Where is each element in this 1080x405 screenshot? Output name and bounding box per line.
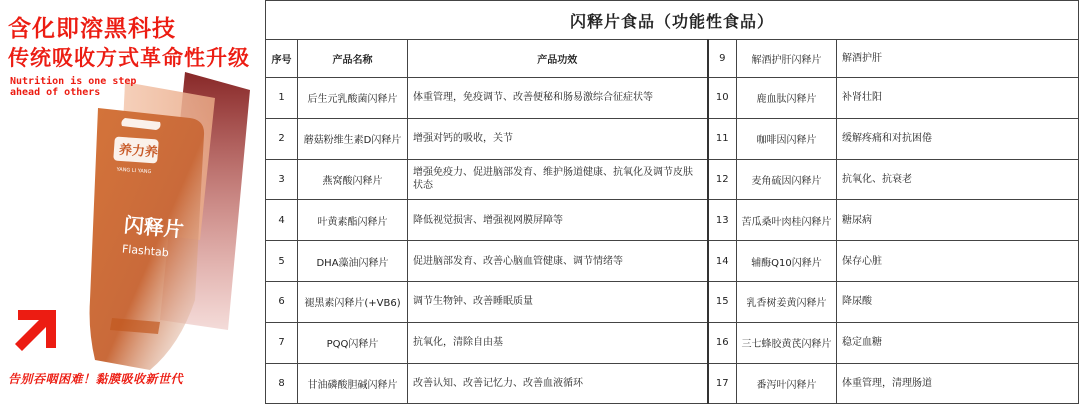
headline-primary: 含化即溶黑科技	[8, 16, 176, 42]
product-table-container	[265, 0, 1078, 405]
row-product-effect: 缓解疼痛和对抗困倦	[837, 118, 1079, 159]
slogan: 告别吞咽困难！黏膜吸收新世代	[8, 372, 184, 386]
row-product-name: 后生元乳酸菌闪释片	[298, 78, 408, 119]
row-product-name: 苦瓜桑叶肉桂闪释片	[737, 200, 837, 241]
row-no: 1	[266, 78, 298, 119]
row-no: 17	[708, 363, 737, 404]
row-product-effect: 降低视觉损害、增强视网膜屏障等	[408, 200, 708, 241]
row-no: 15	[708, 281, 737, 322]
row-no: 7	[266, 322, 298, 363]
table-row	[266, 241, 1079, 282]
row-product-name: 麦角硫因闪释片	[737, 159, 837, 200]
tagline: Nutrition is one step ahead of others	[10, 76, 137, 98]
row-no: 5	[266, 241, 298, 282]
row-product-effect: 促进脑部发育、改善心脑血管健康、调节情绪等	[408, 241, 708, 282]
table-row	[266, 200, 1079, 241]
row-product-name: PQQ闪释片	[298, 322, 408, 363]
table-row	[266, 159, 1079, 200]
row-product-effect: 稳定血糖	[837, 322, 1079, 363]
row-no: 9	[708, 40, 737, 78]
table-row	[266, 78, 1079, 119]
row-product-effect: 增强对钙的吸收，关节	[408, 118, 708, 159]
row-product-name: 番泻叶闪释片	[737, 363, 837, 404]
row-no: 10	[708, 78, 737, 119]
row-product-effect: 抗氧化、抗衰老	[837, 159, 1079, 200]
row-product-effect: 解酒护肝	[837, 40, 1079, 78]
row-no: 11	[708, 118, 737, 159]
row-product-name: 褪黑素闪释片(+VB6)	[298, 281, 408, 322]
row-product-effect: 保存心脏	[837, 241, 1079, 282]
header-no: 序号	[266, 40, 298, 78]
row-product-name: 辅酶Q10闪释片	[737, 241, 837, 282]
row-product-effect: 增强免疫力、促进脑部发育、维护肠道健康、抗氧化及调节皮肤状态	[408, 159, 708, 200]
arrow-up-right-icon	[14, 310, 56, 352]
row-no: 3	[266, 159, 298, 200]
row-no: 12	[708, 159, 737, 200]
row-no: 2	[266, 118, 298, 159]
headline-secondary: 传统吸收方式革命性升级	[8, 46, 250, 70]
table-row	[266, 118, 1079, 159]
row-no: 16	[708, 322, 737, 363]
row-product-effect: 改善认知、改善记忆力、改善血液循环	[408, 363, 708, 404]
promo-banner	[0, 0, 265, 405]
row-product-effect: 抗氧化，清除自由基	[408, 322, 708, 363]
row-product-effect: 补肾壮阳	[837, 78, 1079, 119]
row-no: 14	[708, 241, 737, 282]
table-row	[266, 281, 1079, 322]
row-product-name: 甘油磷酸胆碱闪释片	[298, 363, 408, 404]
table-row	[266, 322, 1079, 363]
row-no: 4	[266, 200, 298, 241]
row-product-effect: 糖尿病	[837, 200, 1079, 241]
row-product-name: 叶黄素酯闪释片	[298, 200, 408, 241]
row-product-name: 燕窝酸闪释片	[298, 159, 408, 200]
package-product-name: 闪释片	[122, 212, 185, 242]
row-product-name: 鹿血肽闪释片	[737, 78, 837, 119]
brand-en-text: YANG LI YANG	[116, 166, 152, 176]
row-product-name: DHA藻油闪释片	[298, 241, 408, 282]
row-product-effect: 调节生物钟、改善睡眠质量	[408, 281, 708, 322]
row-product-effect: 体重管理，免疫调节、改善便秘和肠易激综合征症状等	[408, 78, 708, 119]
row-product-name: 解酒护肝闪释片	[737, 40, 837, 78]
table-title: 闪释片食品（功能性食品）	[266, 1, 1079, 40]
row-no: 8	[266, 363, 298, 404]
row-product-effect: 降尿酸	[837, 281, 1079, 322]
row-product-name: 三七蜂胶黄芪闪释片	[737, 322, 837, 363]
row-product-effect: 体重管理，清理肠道	[837, 363, 1079, 404]
row-product-name: 蘑菇粉维生素D闪释片	[298, 118, 408, 159]
header-effect: 产品功效	[408, 40, 708, 78]
product-table	[265, 0, 1079, 404]
row-no: 13	[708, 200, 737, 241]
header-name: 产品名称	[298, 40, 408, 78]
row-product-name: 乳香树姜黄闪释片	[737, 281, 837, 322]
package-product-en: Flashtab	[121, 242, 170, 260]
table-row	[266, 363, 1079, 404]
row-no: 6	[266, 281, 298, 322]
row-product-name: 咖啡因闪释片	[737, 118, 837, 159]
svg-text:养力养: 养力养	[118, 142, 159, 161]
